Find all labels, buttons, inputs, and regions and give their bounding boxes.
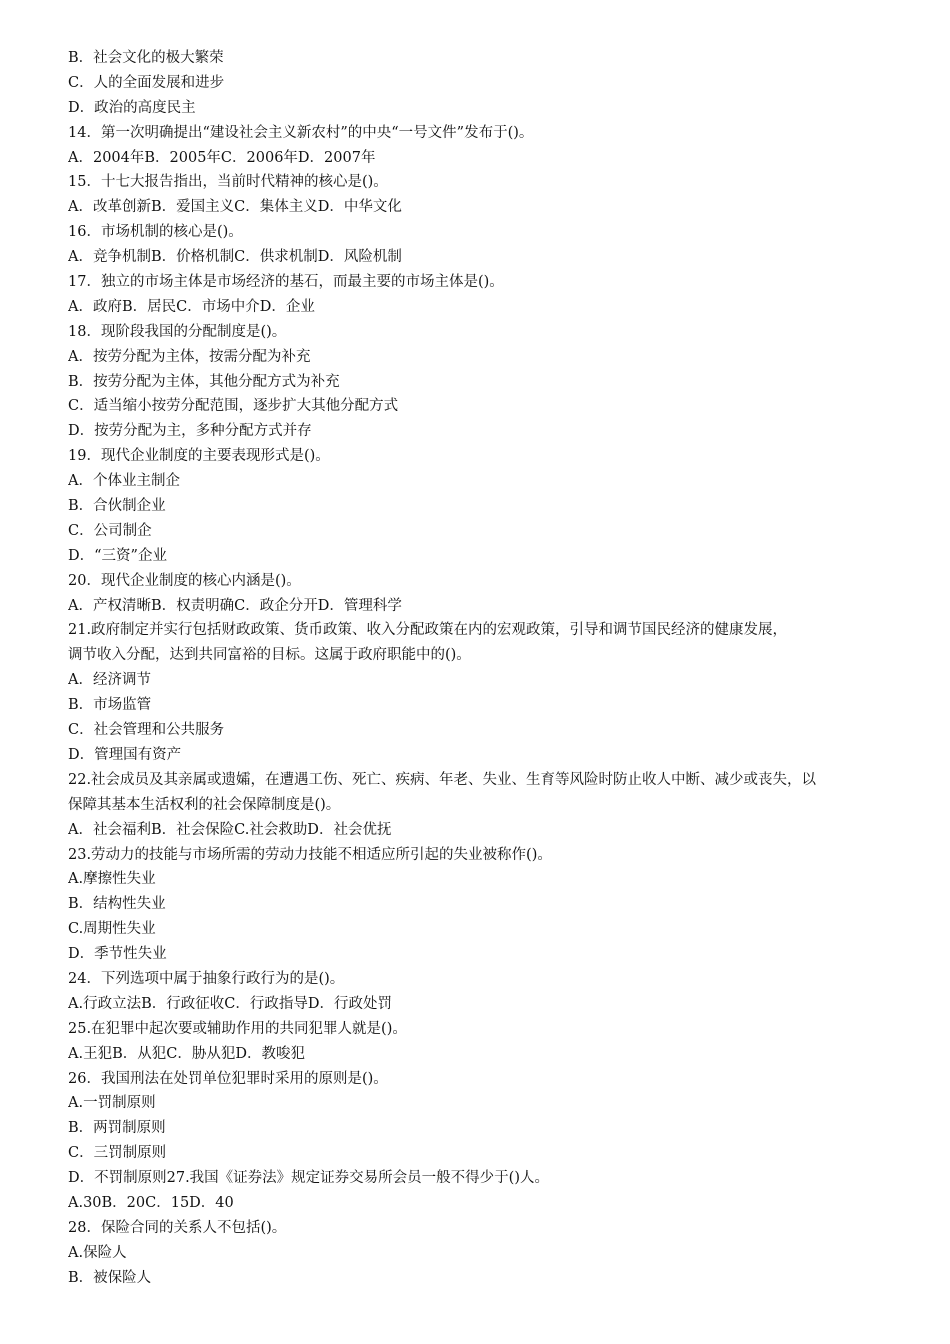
option-line: A．按劳分配为主体，按需分配为补充 [68,348,311,365]
options-14: A．2004年B．2005年C．2006年D．2007年 [68,149,376,166]
option-line: D．季节性失业 [68,946,167,963]
question-21-continued: 调节收入分配，达到共同富裕的目标。这属于政府职能中的()。 [68,647,471,664]
option-line: D．“三资”企业 [68,547,167,564]
option-line: A．个体业主制企 [68,473,180,490]
text-line: D．政治的高度民主 [68,99,196,116]
option-line: C．三罚制原则 [68,1145,167,1162]
question-22: 22.社会成员及其亲属或遗孀，在遭遇工伤、死亡、疾病、年老、失业、生育等风险时防止收人中断、减少或丧失，以 [68,771,817,788]
question-26: 26．我国刑法在处罚单位犯罪时采用的原则是()。 [68,1070,388,1087]
question-23: 23.劳动力的技能与市场所需的劳动力技能不相适应所引起的失业被称作()。 [68,846,552,863]
question-25: 25.在犯罪中起次要或辅助作用的共同犯罪人就是()。 [68,1020,407,1037]
options-17: A．政府B．居民C．市场中介D．企业 [68,298,315,315]
question-16: 16．市场机制的核心是()。 [68,224,243,241]
option-line: B．两罚制原则 [68,1120,166,1137]
question-19: 19．现代企业制度的主要表现形式是()。 [68,448,330,465]
question-22-continued: 保障其基本生活权利的社会保障制度是()。 [68,796,341,813]
option-line: B．被保险人 [68,1269,152,1286]
options-25: A.王犯B．从犯C．胁从犯D．教唆犯 [68,1045,305,1062]
option-line-and-question-27: D．不罚制原则27.我国《证券法》规定证券交易所会员一般不得少于()人。 [68,1170,549,1187]
option-line: C.周期性失业 [68,921,156,938]
option-line: D．按劳分配为主，多种分配方式并存 [68,423,312,440]
option-line: B．合伙制企业 [68,498,166,515]
text-line: C．人的全面发展和进步 [68,74,225,91]
option-line: C．社会管理和公共服务 [68,722,225,739]
option-line: C．适当缩小按劳分配范围，逐步扩大其他分配方式 [68,398,399,415]
option-line: A.一罚制原则 [68,1095,156,1112]
options-27: A.30B．20C．15D．40 [68,1194,234,1211]
question-20: 20．现代企业制度的核心内涵是()。 [68,572,301,589]
text-line: B．社会文化的极大繁荣 [68,50,224,66]
options-20: A．产权清晰B．权责明确C．政企分开D．管理科学 [68,597,402,614]
option-line: A.摩擦性失业 [68,871,156,888]
option-line: A.保险人 [68,1244,127,1261]
question-15: 15．十七大报告指出，当前时代精神的核心是()。 [68,174,388,191]
question-21: 21.政府制定并实行包括财政政策、货币政策、收入分配政策在内的宏观政策，引导和调节国民经济的健康发展， [68,622,788,639]
options-16: A．竞争机制B．价格机制C．供求机制D．风险机制 [68,249,402,266]
option-line: D．管理国有资产 [68,746,182,763]
option-line: B．按劳分配为主体，其他分配方式为补充 [68,373,340,390]
question-17: 17．独立的市场主体是市场经济的基石，而最主要的市场主体是()。 [68,274,504,291]
option-line: B．市场监管 [68,697,152,714]
option-line: C．公司制企 [68,522,152,539]
options-24: A.行政立法B．行政征收C．行政指导D．行政处罚 [68,995,392,1012]
document-page [68,46,890,1291]
option-line: A．经济调节 [68,672,151,689]
question-28: 28．保险合同的关系人不包括()。 [68,1219,287,1236]
options-15: A．改革创新B．爱国主义C．集体主义D．中华文化 [68,199,402,216]
question-18: 18．现阶段我国的分配制度是()。 [68,323,287,340]
option-line: B．结构性失业 [68,896,166,913]
question-24: 24．下列选项中属于抽象行政行为的是()。 [68,970,345,987]
options-22: A．社会福利B．社会保险C.社会救助D．社会优抚 [68,821,392,838]
question-14: 14．第一次明确提出“建设社会主义新农村”的中央“一号文件”发布于()。 [68,124,534,141]
